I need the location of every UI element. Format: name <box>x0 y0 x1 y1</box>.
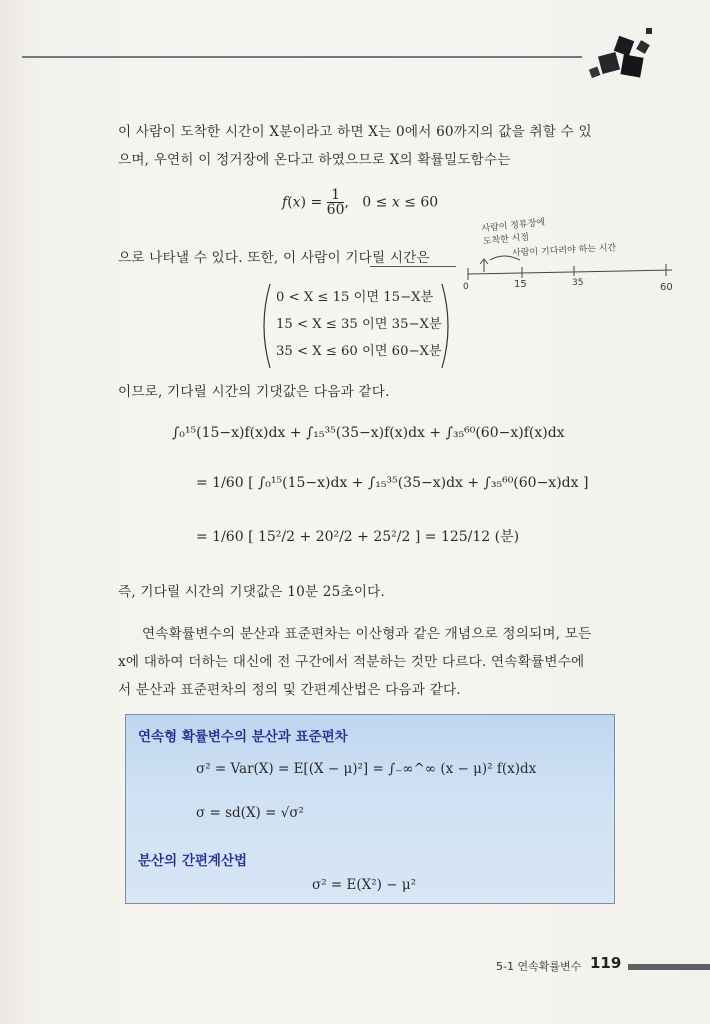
shortcut-formula: σ² = E(X²) − μ² <box>312 877 417 893</box>
box-title-variance: 연속형 확률변수의 분산과 표준편차 <box>138 729 348 745</box>
cube-cluster-icon <box>586 28 666 88</box>
page-number: 119 <box>590 954 622 972</box>
paragraph-4-line-1: 즉, 기다릴 시간의 기댓값은 10분 25초이다. <box>118 584 386 600</box>
paragraph-5-line-1: 연속확률변수의 분산과 표준편차는 이산형과 같은 개념으로 정의되며, 모든 <box>142 626 592 642</box>
expectation-line-2: = 1/60 [ ∫₀¹⁵(15−x)dx + ∫₁₅³⁵(35−x)dx + ∫₃₅⁶⁰(60−x)dx ] <box>196 475 589 491</box>
case-1: 0 < X ≤ 15 이면 15−X분 <box>276 290 434 305</box>
definition-box <box>125 714 615 904</box>
handwritten-note-wait: 사람이 기다려야 하는 시간 <box>511 243 617 259</box>
header-rule <box>22 56 582 58</box>
paragraph-1-line-2: 으며, 우연히 이 정거장에 온다고 하였으므로 X의 확률밀도함수는 <box>118 152 511 168</box>
case-2: 15 < X ≤ 35 이면 35−X분 <box>276 317 442 332</box>
sd-formula: σ = sd(X) = √σ² <box>196 805 304 821</box>
footer-section-label: 5-1 연속확률변수 <box>496 960 582 973</box>
box-title-shortcut: 분산의 간편계산법 <box>138 853 248 869</box>
axis-tick-60: 60 <box>660 282 673 293</box>
footer-bar <box>628 964 710 970</box>
variance-formula: σ² = Var(X) = E[(X − μ)²] = ∫₋∞^∞ (x − μ)² f(x)dx <box>196 761 537 777</box>
handwritten-number-line <box>460 246 690 306</box>
paragraph-5-line-2: x에 대하여 더하는 대신에 전 구간에서 적분하는 것만 다르다. 연속확률변수에 <box>118 654 585 670</box>
axis-tick-35: 35 <box>572 278 584 288</box>
paragraph-1-line-1: 이 사람이 도착한 시간이 X분이라고 하면 X는 0에서 60까지의 값을 취할 수 있 <box>118 124 592 140</box>
axis-tick-0: 0 <box>463 282 469 292</box>
handwritten-note-arrival: 사람이 정류장에 도착한 시점 <box>481 217 546 248</box>
expectation-line-3: = 1/60 [ 15²/2 + 20²/2 + 25²/2 ] = 125/12 (분) <box>196 529 520 545</box>
paragraph-3-line-1: 이므로, 기다릴 시간의 기댓값은 다음과 같다. <box>118 384 390 400</box>
waiting-time-cases <box>258 282 454 370</box>
handwritten-underline <box>370 266 456 267</box>
axis-tick-15: 15 <box>514 279 527 290</box>
case-3: 35 < X ≤ 60 이면 60−X분 <box>276 344 442 359</box>
pdf-formula: f(x) = $\frac{1}{60}$ , 0 ≤ x ≤ 60 <box>282 187 439 218</box>
paragraph-2-line-1: 으로 나타낼 수 있다. 또한, 이 사람이 기다릴 시간은 <box>118 250 430 266</box>
paragraph-5-line-3: 서 분산과 표준편차의 정의 및 간편계산법은 다음과 같다. <box>118 682 461 698</box>
expectation-line-1: ∫₀¹⁵(15−x)f(x)dx + ∫₁₅³⁵(35−x)f(x)dx + ∫₃₅⁶⁰(60−x)f(x)dx <box>172 425 565 441</box>
